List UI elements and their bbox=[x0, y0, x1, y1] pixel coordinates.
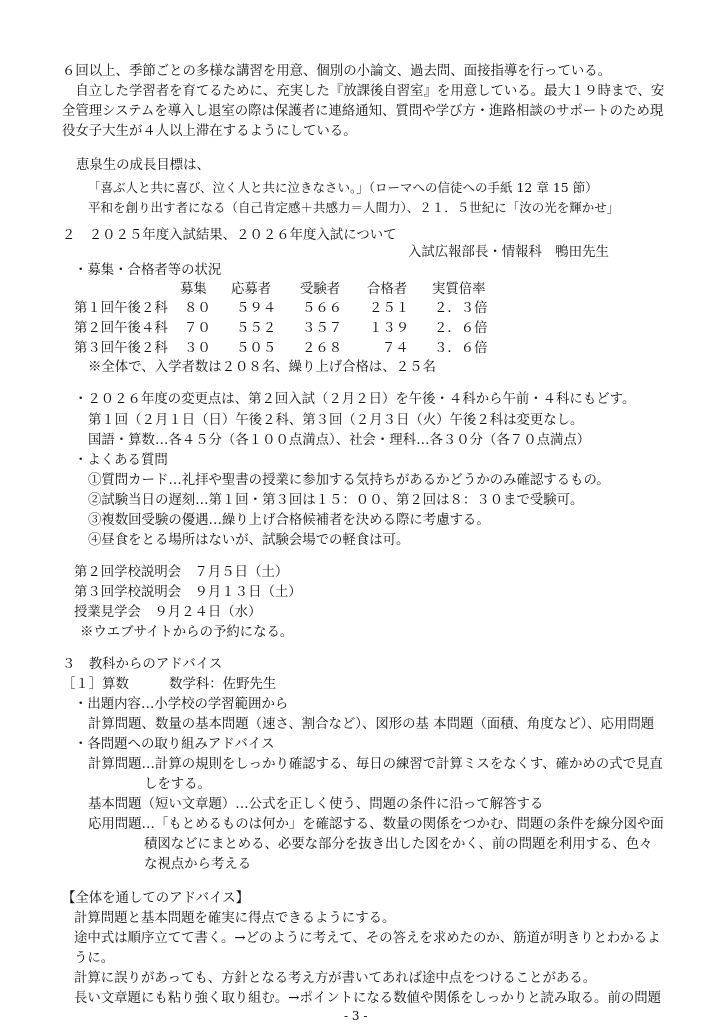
intro-line-1: ６回以上、季節ごとの多様な講習を用意、個別の小論文、過去問、面接指導を行っている。 bbox=[62, 64, 612, 79]
overall-advice-line: 長い文章題にも粘り強く取り組む。→ポイントになる数値や関係をしっかりと読み取る。前の問題 bbox=[74, 991, 662, 1006]
section-3-heading: ３ 教科からのアドバイス bbox=[62, 657, 223, 672]
table-cell: ５６６ bbox=[302, 301, 343, 316]
table-row-label: 第３回午後２科 bbox=[74, 341, 168, 356]
faq-item: ③複数回受験の優遇…繰り上げ合格候補者を決める際に考慮する。 bbox=[88, 513, 490, 528]
table-header-recruit: 募集 bbox=[180, 282, 207, 297]
table-cell: ３５７ bbox=[302, 321, 343, 336]
basic-advice: 基本問題（短い文章題）…公式を正しく使う、問題の条件に沿って解答する bbox=[88, 797, 544, 812]
scope-detail: 計算問題、数量の基本問題（速さ、割合など）、図形の基 本問題（面積、角度など）、応用問題 bbox=[88, 717, 655, 732]
overall-advice-line: 計算に誤りがあっても、方針となる考え方が書いてあれば途中点をつけることがある。 bbox=[74, 971, 597, 986]
table-cell: ２５１ bbox=[369, 301, 410, 316]
events-note: ※ウエブサイトからの予約になる。 bbox=[80, 625, 294, 640]
table-cell: ３．６倍 bbox=[434, 341, 488, 356]
table-cell: ７０ bbox=[184, 321, 211, 336]
table-row-label: 第１回午後２科 bbox=[74, 301, 168, 316]
table-header-examinees: 受験者 bbox=[300, 282, 341, 297]
overall-advice-line: 計算問題と基本問題を確実に得点できるようにする。 bbox=[74, 911, 396, 926]
table-cell: ７４ bbox=[382, 341, 409, 356]
intro-line-4: 役女子大生が４人以上滞在するようにしている。 bbox=[62, 124, 357, 139]
apply-advice-line-1: 応用問題…「もとめるものは何か」を確認する、数量の関係をつかむ、問題の条件を線分図や面 bbox=[88, 817, 664, 832]
change-line-3: 国語・算数…各４５分（各１００点満点）、社会・理科…各３０分（各７０点満点） bbox=[88, 433, 591, 448]
overall-advice-line: うに。 bbox=[74, 951, 115, 966]
intro-line-3: 全管理システムを導入し退室の際は保護者に連絡通知、質問や学び方・進路相談のサポートのため現 bbox=[62, 104, 664, 119]
page-number: - 3 - bbox=[344, 1009, 368, 1023]
table-note: ※全体で、入学者数は２０８名、繰り上げ合格は、２５名 bbox=[88, 360, 436, 375]
overall-advice-line: 途中式は順序立てて書く。→どのように考えて、その答えを求めたのか、筋道が明きりとわかるよ bbox=[74, 931, 661, 946]
table-cell: ５５２ bbox=[236, 321, 277, 336]
table-cell: ２６８ bbox=[302, 341, 343, 356]
section-2-heading: ２ ２０２５年度入試結果、２０２６年度入試について bbox=[62, 228, 397, 243]
table-cell: ８０ bbox=[184, 301, 211, 316]
table-cell: ２．６倍 bbox=[434, 321, 488, 336]
calc-advice-line-1: 計算問題…計算の規則をしっかり確認する、毎日の練習で計算ミスをなくす、確かめの式で見直 bbox=[88, 757, 663, 772]
approach-title: ・各問題への取り組みアドバイス bbox=[74, 737, 275, 752]
faq-item: ②試験当日の遅刻…第１回・第３回は１５：００、第２回は８：３０まで受験可。 bbox=[88, 493, 584, 508]
event-item: 第２回学校説明会 ７月５日（土） bbox=[74, 565, 289, 580]
scope-title: ・出題内容…小学校の学習範囲から bbox=[74, 697, 289, 712]
intro-line-2: 自立した学習者を育てるために、充実した『放課後自習室』を用意している。最大１９時まで、安 bbox=[62, 84, 665, 99]
table-header-passed: 合格者 bbox=[367, 282, 408, 297]
table-header-ratio: 実質倍率 bbox=[432, 282, 486, 297]
apply-advice-line-2: 積図などにまとめる、必要な部分を抜き出した図をかく、前の問題を利用する、色々 bbox=[144, 837, 653, 852]
change-line-2: 第１回（２月１日（日）午後２科、第３回（２月３日（火）午後２科は変更なし。 bbox=[88, 413, 584, 428]
table-cell: ５０５ bbox=[236, 341, 277, 356]
section-3-subheading: ［１］算数 数学科：佐野先生 bbox=[62, 677, 277, 692]
faq-item: ①質問カード…礼拝や聖書の授業に参加する気持ちがあるかどうかのみ確認するもの。 bbox=[88, 473, 610, 488]
change-line-1: ・２０２６年度の変更点は、第２回入試（２月２日）を午後・４科から午前・４科にもどす。 bbox=[74, 392, 636, 407]
goal-line-3: 平和を創り出す者になる（自己肯定感＋共感力＝人間力）、２１．５世紀に「汝の光を輝かせ」 bbox=[88, 200, 620, 215]
event-item: 授業見学会 ９月２４日（水） bbox=[74, 605, 262, 620]
calc-advice-line-2: しをする。 bbox=[144, 777, 211, 792]
section-2-speaker: 入試広報部長・情報科 鴨田先生 bbox=[408, 245, 609, 260]
table-header-applicants: 応募者 bbox=[231, 282, 272, 297]
event-item: 第３回学校説明会 ９月１３日（土） bbox=[74, 585, 302, 600]
table-cell: １３９ bbox=[369, 321, 410, 336]
table-cell: ３０ bbox=[184, 341, 211, 356]
faq-item: ④昼食をとる場所はないが、試験会場での軽食は可。 bbox=[88, 533, 410, 548]
apply-advice-line-3: な視点から考える bbox=[144, 857, 252, 872]
table-row-label: 第２回午後４科 bbox=[74, 321, 168, 336]
table-cell: ５９４ bbox=[236, 301, 277, 316]
overall-advice-title: 【全体を通してのアドバイス】 bbox=[62, 891, 250, 906]
goal-line-1: 恵泉生の成長目標は、 bbox=[76, 158, 210, 173]
goal-line-2: 「喜ぶ人と共に喜び、泣く人と共に泣きなさい。」（ローマへの信徒への手紙 12 章 15 節） bbox=[88, 180, 598, 195]
table-cell: ２．３倍 bbox=[434, 301, 488, 316]
recruit-status-title: ・募集・合格者等の状況 bbox=[74, 263, 222, 278]
faq-title: ・よくある質問 bbox=[74, 453, 168, 468]
